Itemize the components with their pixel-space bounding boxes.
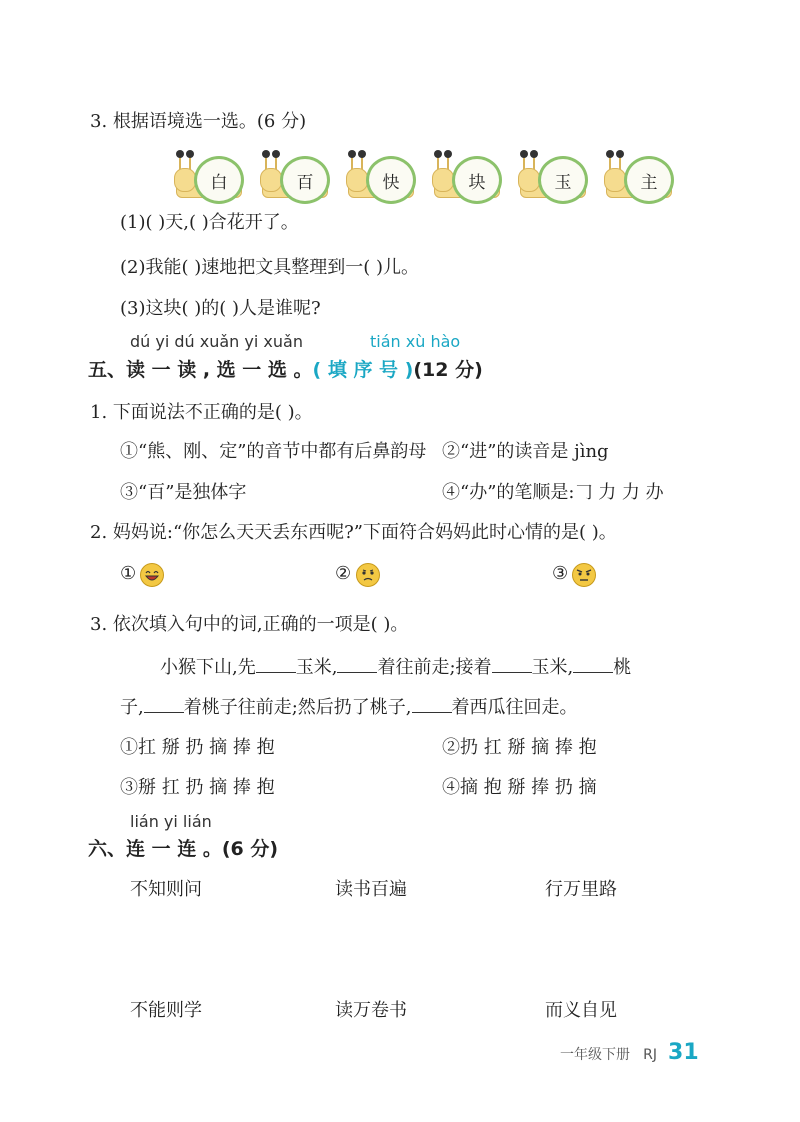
fill-blank[interactable] — [412, 711, 452, 713]
paragraph-text: 着桃子往前走;然后扔了桃子, — [183, 697, 412, 718]
edition-label: RJ — [643, 1047, 657, 1063]
q3-line-1: (1)( )天,( )合花开了。 — [120, 212, 299, 233]
sec5-q1-option-1[interactable]: ①“熊、刚、定”的音节中都有后鼻韵母 — [120, 441, 427, 462]
fill-blank[interactable] — [144, 711, 184, 713]
snail-char: 白 — [194, 156, 244, 204]
sec5-q1-option-2[interactable]: ②“进”的读音是 jìng — [442, 441, 609, 462]
option-marker: ① — [120, 563, 137, 584]
snail-char: 百 — [280, 156, 330, 204]
snail-card-1[interactable] — [170, 150, 250, 202]
match-bottom-1[interactable]: 不能则学 — [130, 1000, 202, 1021]
option-marker: ③ — [552, 563, 569, 584]
laughing-face-icon — [140, 563, 164, 587]
page-footer — [560, 1040, 699, 1065]
snail-card-6[interactable] — [600, 150, 680, 202]
match-top-3[interactable]: 行万里路 — [545, 879, 617, 900]
match-bottom-2[interactable]: 读万卷书 — [335, 1000, 407, 1021]
snail-char: 块 — [452, 156, 502, 204]
snail-card-2[interactable] — [256, 150, 336, 202]
q3-line-3: (3)这块( )的( )人是谁呢? — [120, 298, 321, 319]
page-number: 31 — [668, 1040, 699, 1065]
sec6-pinyin: lián yi lián — [130, 812, 212, 831]
sec5-q3-option-2[interactable]: ②扔 扛 掰 摘 捧 抱 — [442, 737, 597, 758]
sec6-title: 六、连 一 连 。(6 分) — [88, 838, 279, 860]
snail-card-3[interactable] — [342, 150, 422, 202]
sec5-q3-option-4[interactable]: ④摘 抱 掰 捧 扔 摘 — [442, 777, 597, 798]
sec5-q2-option-3[interactable] — [552, 563, 568, 584]
match-top-1[interactable]: 不知则问 — [130, 879, 202, 900]
paragraph-text: 着往前走;接着 — [377, 657, 492, 678]
paragraph-text: 着西瓜往回走。 — [451, 697, 578, 718]
fill-blank[interactable] — [573, 671, 613, 673]
snail-card-4[interactable] — [428, 150, 508, 202]
snail-char: 主 — [624, 156, 674, 204]
sec5-title-score: (12 分) — [413, 359, 483, 381]
sec5-q3-stem: 3. 依次填入句中的词,正确的一项是( )。 — [90, 614, 409, 635]
sec5-pinyin-a: dú yi dú xuǎn yi xuǎn — [130, 332, 303, 351]
sec5-title-main: 五、读 一 读 , 选 一 选 。 — [88, 359, 313, 381]
snail-char: 玉 — [538, 156, 588, 204]
q3-heading: 3. 根据语境选一选。(6 分) — [90, 111, 307, 132]
paragraph-text: 玉米, — [295, 657, 338, 678]
option-marker: ② — [335, 563, 352, 584]
paragraph-text: 桃 — [613, 657, 632, 678]
sec5-q1-option-4[interactable]: ④“办”的笔顺是:𠃌 力 力 办 — [442, 482, 664, 503]
sec5-q3-option-3[interactable]: ③掰 扛 扔 摘 捧 抱 — [120, 777, 275, 798]
sec5-q1-option-3[interactable]: ③“百”是独体字 — [120, 482, 247, 503]
paragraph-text: 小猴下山,先 — [160, 657, 256, 678]
paragraph-text: 子, — [120, 697, 144, 718]
q3-line-2: (2)我能( )速地把文具整理到一( )儿。 — [120, 257, 420, 278]
angry-face-icon — [572, 563, 596, 587]
fill-blank[interactable] — [492, 671, 532, 673]
sec5-q3-paragraph-line-2 — [120, 693, 578, 719]
sec5-q1-stem: 1. 下面说法不正确的是( )。 — [90, 402, 313, 423]
sec5-q2-option-2[interactable] — [335, 563, 351, 584]
fill-blank[interactable] — [337, 671, 377, 673]
sec5-title-instruction: ( 填 序 号 ) — [312, 359, 414, 381]
snail-card-5[interactable] — [514, 150, 594, 202]
sec5-q3-option-1[interactable]: ①扛 掰 扔 摘 捧 抱 — [120, 737, 275, 758]
match-top-2[interactable]: 读书百遍 — [335, 879, 407, 900]
sec5-title — [88, 355, 483, 382]
paragraph-text: 玉米, — [531, 657, 574, 678]
sec5-q2-option-1[interactable] — [120, 563, 136, 584]
snail-char: 快 — [366, 156, 416, 204]
grade-label: 一年级下册 — [560, 1047, 630, 1063]
worried-face-icon — [356, 563, 380, 587]
fill-blank[interactable] — [256, 671, 296, 673]
match-bottom-3[interactable]: 而义自见 — [545, 1000, 617, 1021]
sec5-q3-paragraph-line-1 — [160, 653, 631, 679]
sec5-pinyin-b: tián xù hào — [370, 332, 461, 351]
sec5-q2-stem: 2. 妈妈说:“你怎么天天丢东西呢?”下面符合妈妈此时心情的是( )。 — [90, 522, 617, 543]
